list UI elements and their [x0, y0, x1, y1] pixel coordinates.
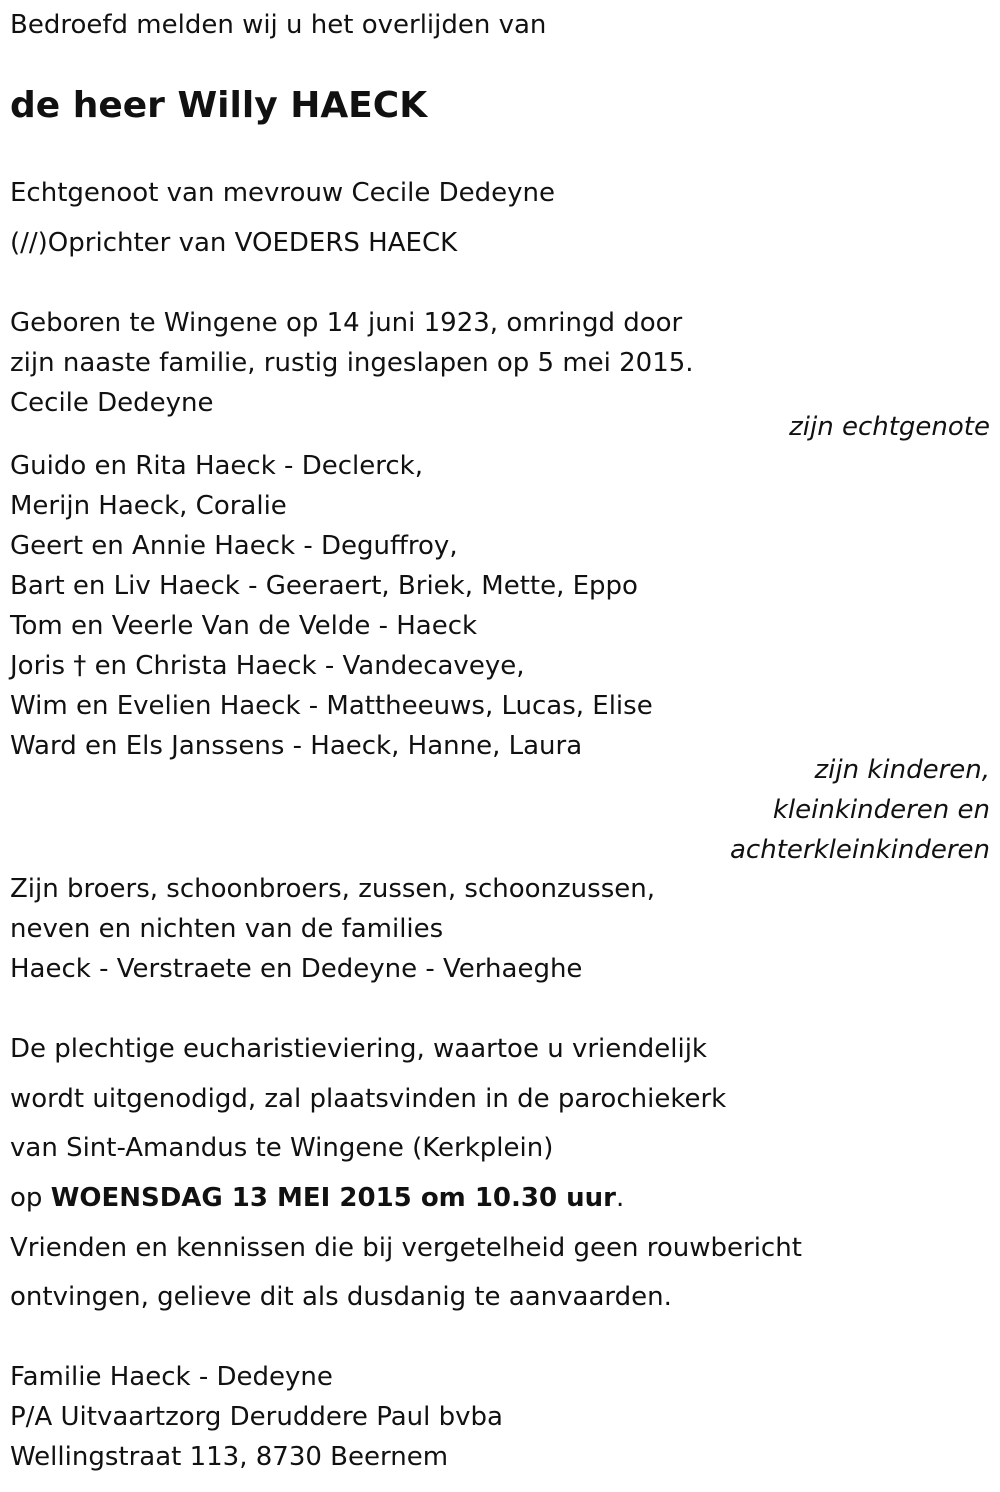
date-bold: WOENSDAG 13 MEI 2015 om 10.30 uur [50, 1183, 616, 1213]
ceremony-line: wordt uitgenodigd, zal plaatsvinden in de parochiekerk [10, 1084, 727, 1114]
child-line: Guido en Rita Haeck - Declerck, [10, 451, 423, 481]
birth-line-1: Geboren te Wingene op 14 juni 1923, omringd door [10, 308, 683, 338]
contact-line: P/A Uitvaartzorg Deruddere Paul bvba [10, 1402, 503, 1432]
contact-line: Wellingstraat 113, 8730 Beernem [10, 1442, 449, 1472]
child-line: Wim en Evelien Haeck - Mattheeuws, Lucas, Elise [10, 691, 653, 721]
spouse-line: Echtgenoot van mevrouw Cecile Dedeyne [10, 178, 555, 208]
ceremony-line: van Sint-Amandus te Wingene (Kerkplein) [10, 1133, 554, 1163]
notice-line: ontvingen, gelieve dit als dusdanig te aanvaarden. [10, 1282, 672, 1312]
child-line: Bart en Liv Haeck - Geeraert, Briek, Mette, Eppo [10, 571, 638, 601]
child-line: Ward en Els Janssens - Haeck, Hanne, Laura [10, 731, 583, 761]
ceremony-date [10, 1185, 624, 1211]
birth-line-2: zijn naaste familie, rustig ingeslapen op 5 mei 2015. [10, 348, 694, 378]
child-line: Joris † en Christa Haeck - Vandecaveye, [10, 651, 525, 681]
intro-text: Bedroefd melden wij u het overlijden van [10, 10, 547, 40]
founder-line: (//)Oprichter van VOEDERS HAECK [10, 228, 458, 258]
contact-line: Familie Haeck - Dedeyne [10, 1362, 333, 1392]
spouse-role: zijn echtgenote [789, 412, 990, 442]
child-line: Geert en Annie Haeck - Deguffroy, [10, 531, 458, 561]
notice-line: Vrienden en kennissen die bij vergetelheid geen rouwbericht [10, 1233, 802, 1263]
child-line: Merijn Haeck, Coralie [10, 491, 287, 521]
family-line: Zijn broers, schoonbroers, zussen, schoonzussen, [10, 874, 655, 904]
deceased-name: de heer Willy HAECK [10, 85, 428, 126]
children-role: achterkleinkinderen [730, 835, 990, 865]
date-suffix: . [615, 1183, 625, 1213]
family-line: Haeck - Verstraete en Dedeyne - Verhaeghe [10, 954, 583, 984]
family-line: neven en nichten van de families [10, 914, 444, 944]
date-prefix: op [10, 1183, 51, 1213]
ceremony-line: De plechtige eucharistieviering, waartoe u vriendelijk [10, 1034, 707, 1064]
children-role: kleinkinderen en [772, 795, 990, 825]
spouse-name: Cecile Dedeyne [10, 388, 214, 418]
children-role: zijn kinderen, [814, 755, 990, 785]
child-line: Tom en Veerle Van de Velde - Haeck [10, 611, 478, 641]
